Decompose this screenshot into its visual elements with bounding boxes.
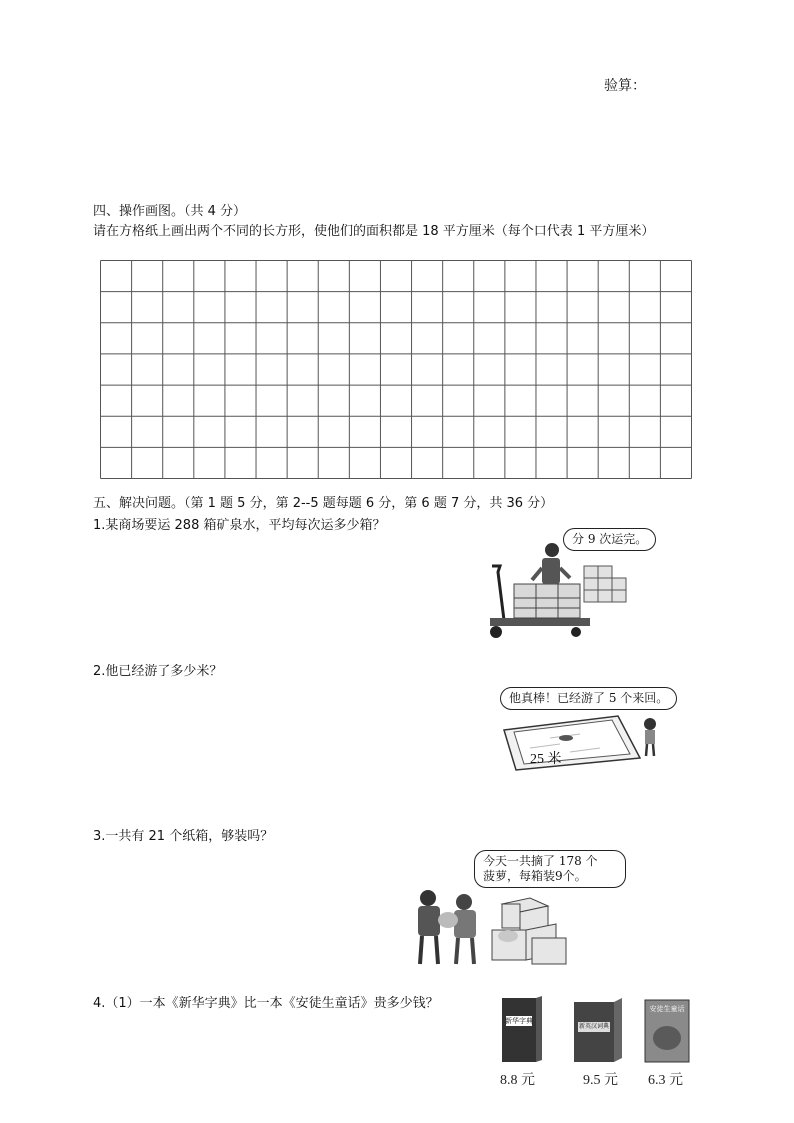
book-1-price: 8.8 元 bbox=[500, 1073, 535, 1088]
book-3-title: 安徒生童话 bbox=[649, 1005, 685, 1013]
book-3-price: 6.3 元 bbox=[648, 1073, 683, 1088]
question-2-speech-bubble: 他真棒！已经游了 5 个来回。 bbox=[500, 687, 677, 710]
check-label: 验算： bbox=[604, 78, 646, 94]
question-2: 2.他已经游了多少米？ bbox=[93, 664, 223, 679]
bubble-line-2: 菠萝，每箱装9个。 bbox=[483, 869, 587, 883]
question-1: 1.某商场要运 288 箱矿泉水，平均每次运多少箱？ bbox=[93, 518, 386, 533]
bubble-line-1: 今天一共摘了 178 个 bbox=[483, 854, 598, 868]
question-3-speech-bubble bbox=[474, 850, 626, 888]
book-andersen-tales bbox=[643, 998, 693, 1064]
section-4-instruction: 请在方格纸上画出两个不同的长方形，使他们的面积都是 18 平方厘米（每个口代表 1 平方厘米） bbox=[93, 224, 655, 239]
section-5-title: 五、解决问题。（第 1 题 5 分，第 2--5 题每题 6 分，第 6 题 7 分，共 36 分） bbox=[93, 496, 554, 511]
book-2-title: 新英汉词典 bbox=[578, 1023, 609, 1030]
book-english-dictionary bbox=[570, 996, 624, 1066]
book-xinhua-dictionary bbox=[500, 994, 544, 1064]
question-1-speech-bubble: 分 9 次运完。 bbox=[563, 528, 656, 551]
square-grid[interactable] bbox=[100, 260, 692, 479]
book-1-title: 新华字典 bbox=[505, 1017, 533, 1025]
question-4: 4.（1）一本《新华字典》比一本《安徒生童话》贵多少钱？ bbox=[93, 996, 439, 1011]
pineapple-boxes-illustration bbox=[412, 886, 582, 970]
question-3: 3.一共有 21 个纸箱，够装吗？ bbox=[93, 829, 274, 844]
book-2-price: 9.5 元 bbox=[583, 1073, 618, 1088]
swimming-pool-illustration bbox=[500, 708, 670, 772]
pool-length-label: 25 米 bbox=[530, 752, 562, 767]
section-4-title: 四、操作画图。（共 4 分） bbox=[93, 204, 247, 219]
